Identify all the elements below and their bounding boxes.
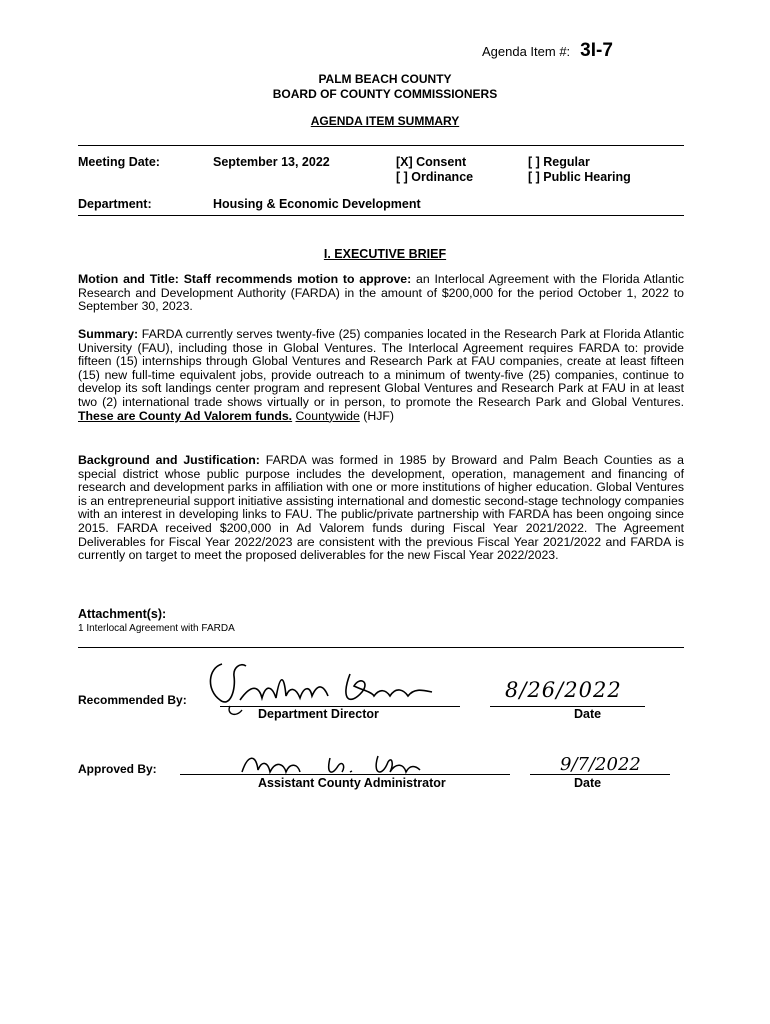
background-text: FARDA was formed in 1985 by Broward and Palm Beach Counties as a special district whose public purpose includes the development, operation, management and financing of research and development parks in affiliation with one or more institutions of higher education. Global Ventures is an entrepreneurial support initiative assisting international and domestic second-stage technology companies with an interest in developing links to FAU. The public/private partnership with FARDA has been ongoing since 2015. FARDA received $200,000 in Ad Valorem funds during Fiscal Year 2021/2022. The Agreement Deliverables for Fiscal Year 2022/2023 are consistent with the previous Fiscal Year 2021/2022 and FARDA is currently on target to meet the proposed deliverables for the new Fiscal Year 2022/2023.	[78, 453, 685, 563]
approved-date-label: Date	[574, 776, 602, 790]
motion-lead: Staff recommends motion to approve:	[183, 272, 412, 286]
meeting-date-value: September 13, 2022	[213, 155, 330, 169]
divider	[78, 215, 684, 216]
summary-initials: (HJF)	[363, 408, 394, 423]
date-line	[490, 706, 645, 707]
regular-checkbox: [ ] Regular	[528, 155, 590, 169]
divider	[78, 647, 684, 648]
agenda-item-label: Agenda Item #:	[482, 44, 571, 59]
approved-title: Assistant County Administrator	[258, 776, 446, 790]
attachments-label: Attachment(s):	[78, 607, 167, 621]
document-title: AGENDA ITEM SUMMARY	[310, 114, 460, 128]
county-name: PALM BEACH COUNTY	[318, 72, 452, 86]
motion-label: Motion and Title:	[78, 272, 179, 286]
attachment-item: 1 Interlocal Agreement with FARDA	[78, 623, 235, 634]
approved-by-label: Approved By:	[78, 762, 157, 776]
approved-date: 9/7/2022	[560, 754, 641, 775]
recommended-date-label: Date	[574, 707, 602, 721]
agenda-item-number	[482, 40, 613, 62]
recommended-date: 8/26/2022	[505, 678, 622, 702]
department-value: Housing & Economic Development	[213, 197, 421, 211]
meeting-date-label: Meeting Date:	[78, 155, 160, 169]
consent-checkbox: [X] Consent	[396, 155, 467, 169]
motion-paragraph	[78, 273, 684, 314]
board-name: BOARD OF COUNTY COMMISSIONERS	[272, 87, 498, 101]
summary-text: FARDA currently serves twenty-five (25) companies located in the Research Park at Florida Atlantic University (FAU), including those in Global Ventures. The Interlocal Agreement requires FARDA to: provide fifteen (15) internships through Global Ventures and Research Park at FAU companies, create at least fifteen (15) new full-time equivalent jobs, provide outreach to a minimum of twenty-five (25) companies, continue to develop its soft landings center program and represent Global Ventures and Research Park at FAU in at least two (2) international trade shows virtually or in person, to promote the Research Park and Global Ventures.	[78, 327, 684, 409]
summary-label: Summary:	[78, 327, 139, 341]
background-label: Background and Justification:	[78, 453, 260, 467]
recommended-title: Department Director	[258, 707, 379, 721]
ordinance-checkbox: [ ] Ordinance	[396, 170, 474, 184]
agenda-item-value: 3I-7	[580, 40, 613, 61]
summary-funds: These are County Ad Valorem funds.	[78, 408, 293, 423]
public-hearing-checkbox: [ ] Public Hearing	[528, 170, 631, 184]
summary-paragraph	[78, 328, 684, 423]
background-paragraph	[78, 454, 684, 563]
summary-countywide: Countywide	[295, 408, 360, 423]
recommended-by-label: Recommended By:	[78, 693, 187, 707]
divider	[78, 145, 684, 146]
department-label: Department:	[78, 197, 152, 211]
section-title: I. EXECUTIVE BRIEF	[323, 247, 447, 261]
motion-text: an Interlocal Agreement with the Florida Atlantic Research and Development Authority (FARDA) in the amount of $200,000 for the period October 1, 2022 to September 30, 2023.	[78, 272, 685, 314]
